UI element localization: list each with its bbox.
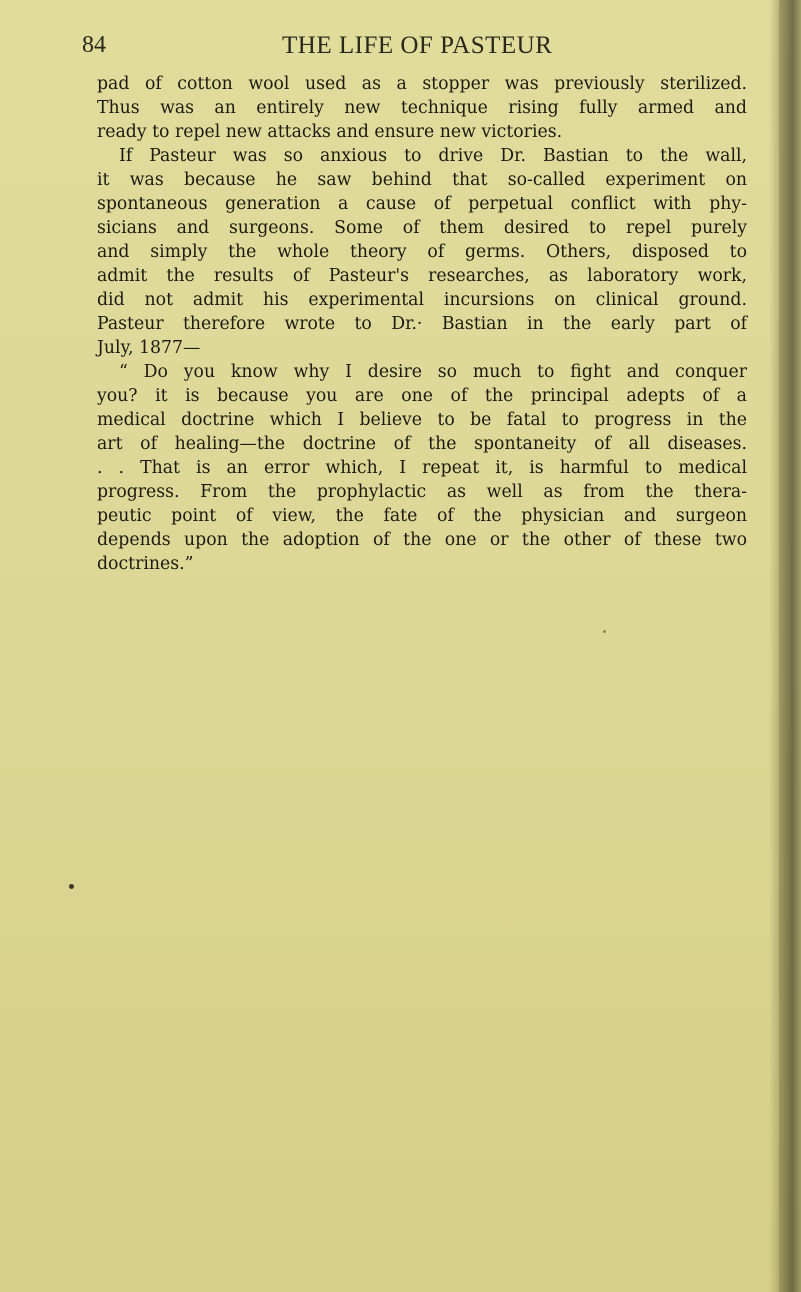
text-line: pad of cotton wool used as a stopper was previously sterilized. <box>97 74 747 94</box>
text-line: art of healing—the doctrine of the spontaneity of all diseases. <box>97 434 747 454</box>
text-line: doctrines.” <box>97 554 194 574</box>
text-line: . . That is an error which, I repeat it, is harmful to medical <box>97 458 747 478</box>
text-line: If Pasteur was so anxious to drive Dr. Bastian to the wall, <box>119 146 747 166</box>
text-line: July, 1877— <box>97 338 201 358</box>
text-line: medical doctrine which I believe to be fatal to progress in the <box>97 410 747 430</box>
text-line: ready to repel new attacks and ensure new victories. <box>97 122 563 142</box>
page-gutter-shadow <box>769 0 779 1292</box>
text-line: Pasteur therefore wrote to Dr.· Bastian in the early part of <box>97 314 747 334</box>
text-line: peutic point of view, the fate of the physician and surgeon <box>97 506 747 526</box>
paper-speck <box>69 884 74 889</box>
body-text <box>97 72 747 576</box>
text-line: did not admit his experimental incursions on clinical ground. <box>97 290 747 310</box>
text-line: you? it is because you are one of the principal adepts of a <box>97 386 747 406</box>
running-head <box>0 30 801 60</box>
text-line: spontaneous generation a cause of perpetual conflict with phy- <box>97 194 747 214</box>
text-line: and simply the whole theory of germs. Others, disposed to <box>97 242 747 262</box>
text-line: sicians and surgeons. Some of them desired to repel purely <box>97 218 747 238</box>
page-number: 84 <box>82 32 106 58</box>
text-line: progress. From the prophylactic as well as from the thera- <box>97 482 747 502</box>
page-edge <box>779 0 801 1292</box>
text-line: admit the results of Pasteur's researches, as laboratory work, <box>97 266 747 286</box>
text-line: Thus was an entirely new technique rising fully armed and <box>97 98 747 118</box>
running-title: THE LIFE OF PASTEUR <box>282 32 553 59</box>
text-line: it was because he saw behind that so-called experiment on <box>97 170 747 190</box>
text-line: “ Do you know why I desire so much to fight and conquer <box>119 362 747 382</box>
text-line: depends upon the adoption of the one or the other of these two <box>97 530 747 550</box>
paper-speck <box>603 630 606 633</box>
